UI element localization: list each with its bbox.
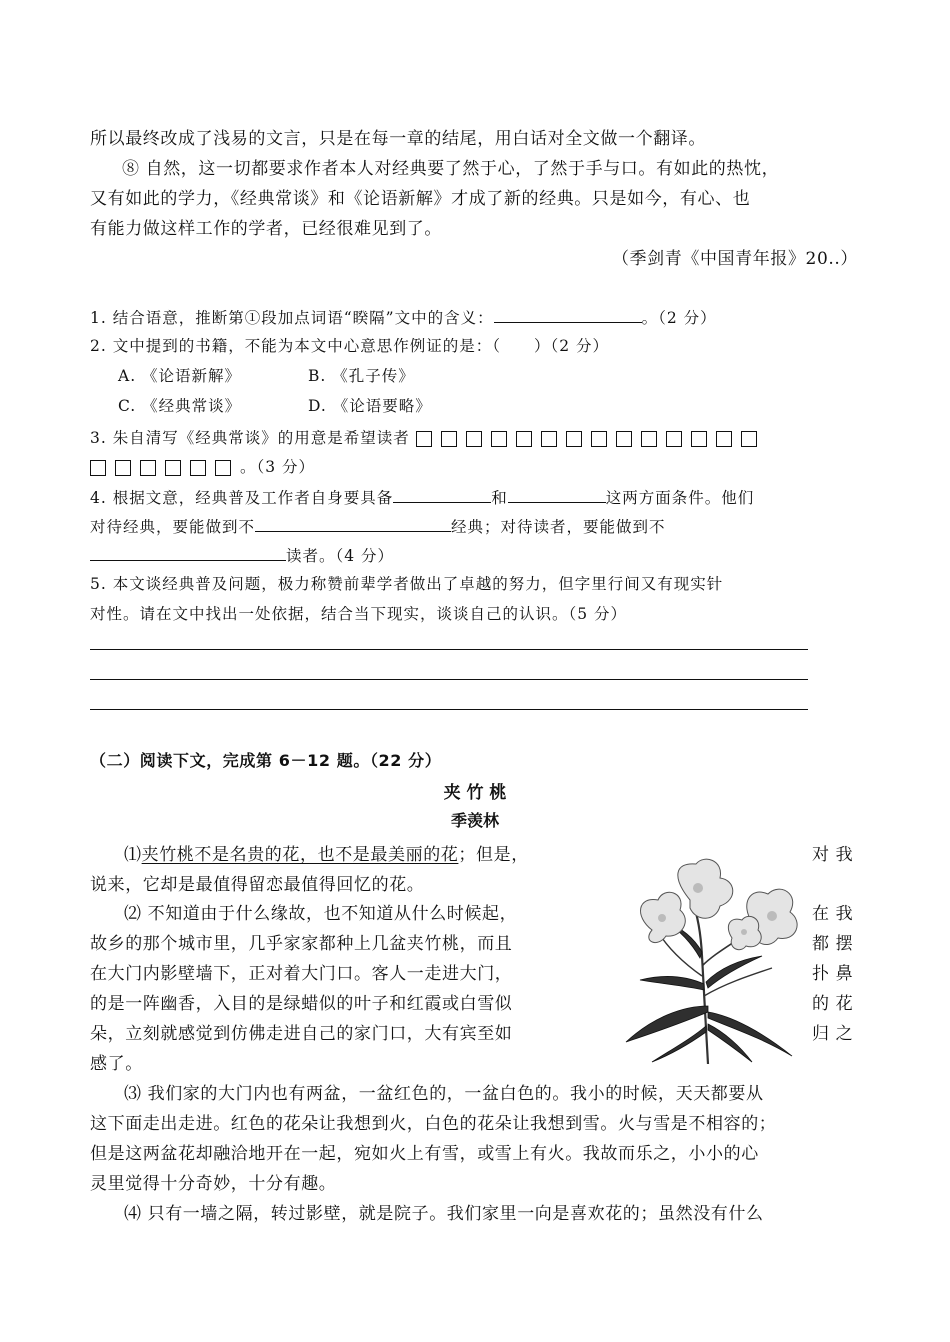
paragraph-2-right: 扑 鼻 (812, 964, 854, 984)
question-4-cont (90, 513, 666, 537)
answer-blank[interactable] (508, 484, 606, 503)
paragraph-8-line: 又有如此的学力，《经典常谈》和《论语新解》才成了新的经典。只是如今，有心、也 (90, 189, 751, 209)
paragraph-2-line: 故乡的那个城市里，几乎家家都种上几盆夹竹桃，而且 (90, 934, 513, 954)
answer-blank[interactable] (393, 484, 491, 503)
paragraph-2-line: 在大门内影壁墙下，正对着大门口。客人一走进大门， (90, 964, 513, 984)
answer-boxes-row2[interactable] (90, 458, 240, 476)
question-5-line: 对性。请在文中找出一处依据，结合当下现实，谈谈自己的认识。（5 分） (90, 605, 628, 623)
section-heading: （二）阅读下文，完成第 6－12 题。（22 分） (90, 751, 442, 770)
question-3-score: 。（3 分） (240, 458, 316, 476)
answer-blank[interactable] (255, 513, 451, 532)
underlined-sentence: 夹竹桃不是名贵的花，也不是最美丽的花 (141, 845, 459, 865)
question-1-score: 。（2 分） (641, 309, 717, 327)
question-4-text: 4. 根据文意，经典普及工作者自身要具备 (90, 489, 394, 507)
paragraph-1-right: 对 我 (812, 845, 854, 865)
question-3-text: 3. 朱自清写《经典常谈》的用意是希望读者 (90, 429, 410, 447)
option-a: A. 《论语新解》 (118, 367, 242, 385)
paragraph-1-line: 说来，它却是最值得留恋最值得回忆的花。 (90, 875, 425, 895)
question-3 (90, 426, 766, 448)
question-1-text: 1. 结合语意，推断第①段加点词语“睽隔”文中的含义： (90, 309, 494, 327)
oleander-illustration (612, 856, 808, 1068)
option-c: C. 《经典常谈》 (118, 397, 242, 415)
paragraph-2-right: 都 摆 (812, 934, 854, 954)
question-5-line: 5. 本文谈经典普及问题，极力称赞前辈学者做出了卓越的努力，但字里行间又有现实针 (90, 575, 724, 593)
question-2: 2. 文中提到的书籍，不能为本文中心意思作例证的是：（ ）（2 分） (90, 337, 610, 355)
paragraph-3-line: 但是这两盆花却融洽地开在一起，宛如火上有雪，或雪上有火。我故而乐之，小小的心 (90, 1144, 759, 1164)
question-4-text: 这两方面条件。他们 (605, 489, 755, 507)
option-d: D. 《论语要略》 (308, 397, 432, 415)
source-citation: （季剑青《中国青年报》20..） (611, 249, 858, 269)
paragraph-2-line: 的是一阵幽香，入目的是绿蜡似的叶子和红霞或白雪似 (90, 994, 513, 1014)
paragraph-3-line: 这下面走出走进。红色的花朵让我想到火，白色的花朵让我想到雪。火与雪是不相容的； (90, 1114, 777, 1134)
question-3-cont (90, 455, 315, 477)
paragraph-2-line: 朵，立刻就感觉到仿佛走进自己的家门口，大有宾至如 (90, 1024, 513, 1044)
answer-line[interactable] (90, 679, 808, 680)
question-4-score: 读者。（4 分） (286, 547, 395, 565)
paragraph-2-right: 归 之 (812, 1024, 854, 1044)
answer-boxes-row1[interactable] (416, 429, 766, 447)
answer-blank[interactable] (90, 542, 286, 561)
paragraph-8-line: 有能力做这样工作的学者，已经很难见到了。 (90, 219, 442, 239)
paragraph-3-line: 灵里觉得十分奇妙，十分有趣。 (90, 1174, 337, 1194)
paragraph-1-line (124, 840, 529, 865)
answer-line[interactable] (90, 649, 808, 650)
article-author: 季羡林 (450, 811, 499, 830)
paragraph-2-right: 在 我 (812, 904, 854, 924)
paragraph-8-line: ⑧ 自然，这一切都要求作者本人对经典要了然于心，了然于手与口。有如此的热忱， (122, 159, 780, 179)
paragraph-2-line: 感了。 (90, 1054, 143, 1074)
question-4-cont (90, 542, 394, 566)
paragraph-4-line: ⑷ 只有一墙之隔，转过影壁，就是院子。我们家里一向是喜欢花的；虽然没有什么 (124, 1204, 764, 1224)
question-1 (90, 304, 717, 328)
article-title: 夹 竹 桃 (443, 783, 507, 803)
answer-line[interactable] (90, 709, 808, 710)
paragraph-number: ⑴ (124, 845, 142, 865)
passage-line: 所以最终改成了浅易的文言，只是在每一章的结尾，用白话对全文做一个翻译。 (90, 129, 706, 149)
paragraph-3-line: ⑶ 我们家的大门内也有两盆，一盆红色的，一盆白色的。我小的时候，天天都要从 (124, 1084, 764, 1104)
option-b: B. 《孔子传》 (308, 367, 415, 385)
paragraph-text: ；但是， (458, 845, 529, 865)
paragraph-2-line: ⑵ 不知道由于什么缘故，也不知道从什么时候起， (124, 904, 518, 924)
question-4 (90, 484, 754, 508)
answer-blank[interactable] (494, 304, 642, 323)
question-4-text: 对待经典，要能做到不 (90, 518, 256, 536)
question-4-text: 经典；对待读者，要能做到不 (451, 518, 666, 536)
paragraph-2-right: 的 花 (812, 994, 854, 1014)
question-4-text: 和 (491, 489, 508, 507)
